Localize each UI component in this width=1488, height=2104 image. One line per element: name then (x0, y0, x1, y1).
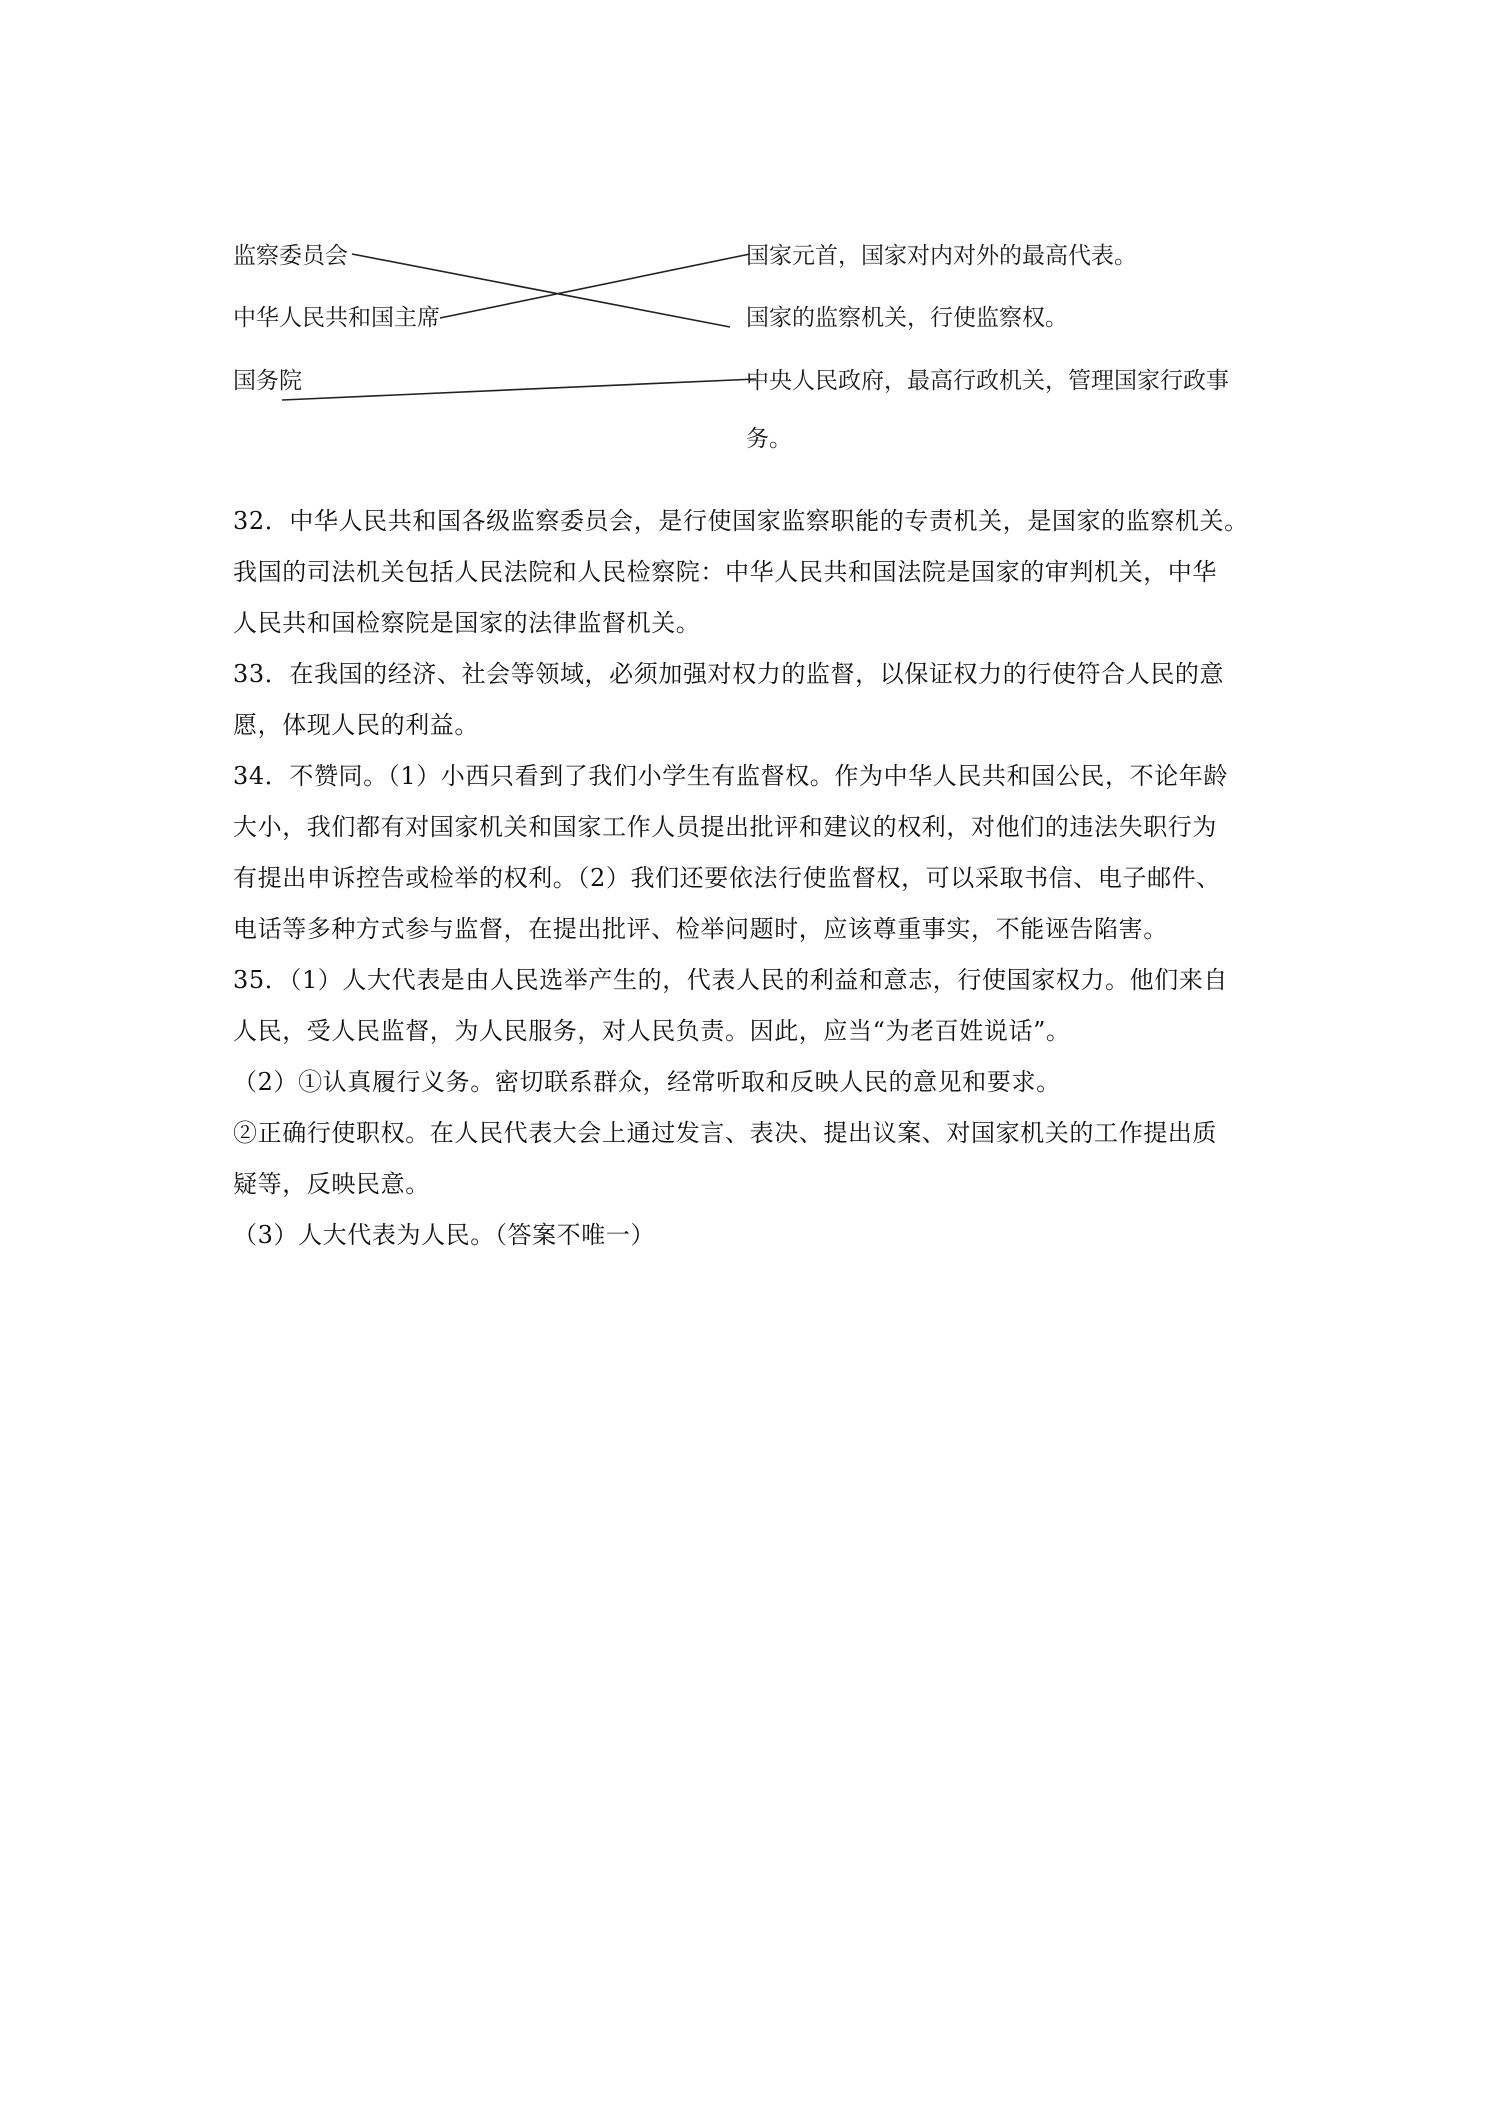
answer-32-line-1: 32．中华人民共和国各级监察委员会，是行使国家监察职能的专责机关，是国家的监察机关。 (233, 507, 1249, 535)
answer-34-line-3: 有提出申诉控告或检举的权利。（2）我们还要依法行使监督权，可以采取书信、电子邮件、 (233, 864, 1221, 892)
answer-33-line-1: 33．在我国的经济、社会等领域，必须加强对权力的监督，以保证权力的行使符合人民的意 (233, 660, 1225, 688)
right-item-supervisory-organ: 国家的监察机关，行使监察权。 (746, 305, 1068, 331)
answer-32-line-2: 我国的司法机关包括人民法院和人民检察院：中华人民共和国法院是国家的审判机关，中华 (233, 558, 1217, 586)
answer-34-line-4: 电话等多种方式参与监督，在提出批评、检举问题时，应该尊重事实，不能诬告陷害。 (233, 915, 1168, 943)
right-item-head-of-state: 国家元首，国家对内对外的最高代表。 (746, 243, 1137, 269)
answer-35-line-2: 人民，受人民监督，为人民服务，对人民负责。因此，应当“为老百姓说话”。 (233, 1017, 1071, 1045)
answer-33-line-2: 愿，体现人民的利益。 (233, 711, 479, 739)
match-line-president-to-head-of-state (440, 254, 750, 318)
left-item-state-council: 国务院 (233, 368, 302, 394)
answer-35-part-2-item-2: ②正确行使职权。在人民代表大会上通过发言、表决、提出议案、对国家机关的工作提出质 (233, 1119, 1217, 1147)
left-item-president: 中华人民共和国主席 (233, 305, 440, 331)
answers-section (233, 496, 1273, 1261)
answer-35-part-2-item-2-cont: 疑等，反映民意。 (233, 1170, 430, 1198)
answer-32-line-3: 人民共和国检察院是国家的法律监督机关。 (233, 609, 701, 637)
right-item-central-government-cont: 务。 (746, 426, 792, 452)
match-line-council-to-government (282, 379, 756, 400)
answer-35-part-2: （2）①认真履行义务。密切联系群众，经常听取和反映人民的意见和要求。 (233, 1068, 1061, 1096)
left-item-supervisory-commission: 监察委员会 (233, 243, 348, 269)
right-item-central-government: 中央人民政府，最高行政机关，管理国家行政事 (746, 368, 1229, 394)
answer-35-part-3: （3）人大代表为人民。（答案不唯一） (233, 1221, 656, 1249)
match-line-commission-to-supervisory (352, 254, 730, 327)
answer-35-line-1: 35．（1）人大代表是由人民选举产生的，代表人民的利益和意志，行使国家权力。他们来自 (233, 966, 1229, 994)
answer-34-line-1: 34．不赞同。（1）小西只看到了我们小学生有监督权。作为中华人民共和国公民，不论年龄 (233, 762, 1229, 790)
matching-lines (0, 0, 1488, 480)
answer-34-line-2: 大小，我们都有对国家机关和国家工作人员提出批评和建议的权利，对他们的违法失职行为 (233, 813, 1217, 841)
matching-exercise (0, 0, 1488, 480)
